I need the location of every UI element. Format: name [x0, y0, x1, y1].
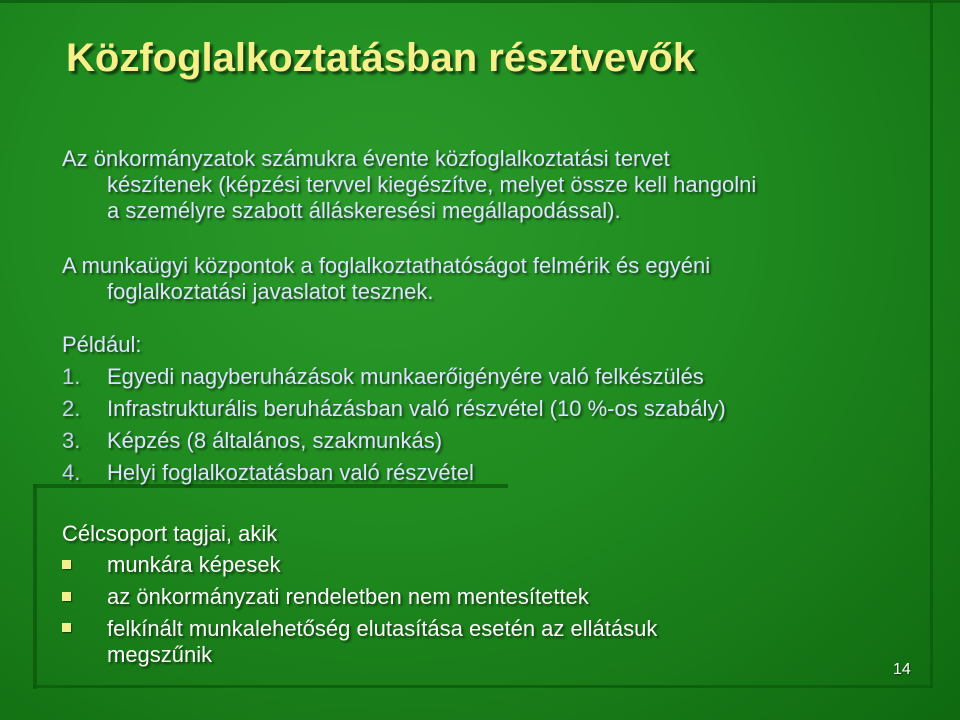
bullet-item-3-continued: megszűnik — [107, 642, 213, 667]
list-item-2: Infrastrukturális beruházásban való részvétel (10 %-os szabály) — [107, 396, 726, 421]
frame-line-top — [0, 0, 960, 3]
para1-line-3: a személyre szabott álláskeresési megállapodással). — [107, 198, 621, 223]
bullet-item-2: az önkormányzati rendeletben nem mentesítettek — [107, 584, 589, 609]
list-number-2: 2. — [62, 396, 81, 421]
para2-line-2: foglalkoztatási javaslatot tesznek. — [107, 279, 434, 304]
list-item-3: Képzés (8 általános, szakmunkás) — [107, 428, 443, 453]
list-item-1: Egyedi nagyberuházások munkaerőigényére való felkészülés — [107, 364, 704, 389]
bullet-item-3: felkínált munkalehetőség elutasítása esetén az ellátásuk — [107, 616, 658, 641]
example-label: Például: — [62, 332, 142, 357]
target-group-heading: Célcsoport tagjai, akik — [62, 521, 278, 546]
para1-line-1: Az önkormányzatok számukra évente közfoglalkoztatási tervet — [62, 146, 670, 171]
para2-line-1: A munkaügyi központok a foglalkoztathatóságot felmérik és egyéni — [62, 253, 711, 278]
list-item-4: Helyi foglalkoztatásban való részvétel — [107, 460, 474, 485]
frame-line-bottom — [33, 685, 933, 688]
square-bullet-icon — [62, 592, 71, 601]
slide-title: Közfoglalkoztatásban résztvevők — [66, 36, 696, 80]
bullet-item-1: munkára képesek — [107, 552, 281, 577]
page-number: 14 — [893, 661, 911, 678]
list-number-3: 3. — [62, 428, 81, 453]
square-bullet-icon — [62, 623, 71, 632]
frame-line-left — [33, 484, 37, 689]
para1-line-2: készítenek (képzési tervvel kiegészítve, melyet össze kell hangolni — [107, 172, 757, 197]
list-number-1: 1. — [62, 364, 81, 389]
list-number-4: 4. — [62, 460, 81, 485]
frame-line-right — [930, 0, 933, 688]
square-bullet-icon — [62, 560, 71, 569]
